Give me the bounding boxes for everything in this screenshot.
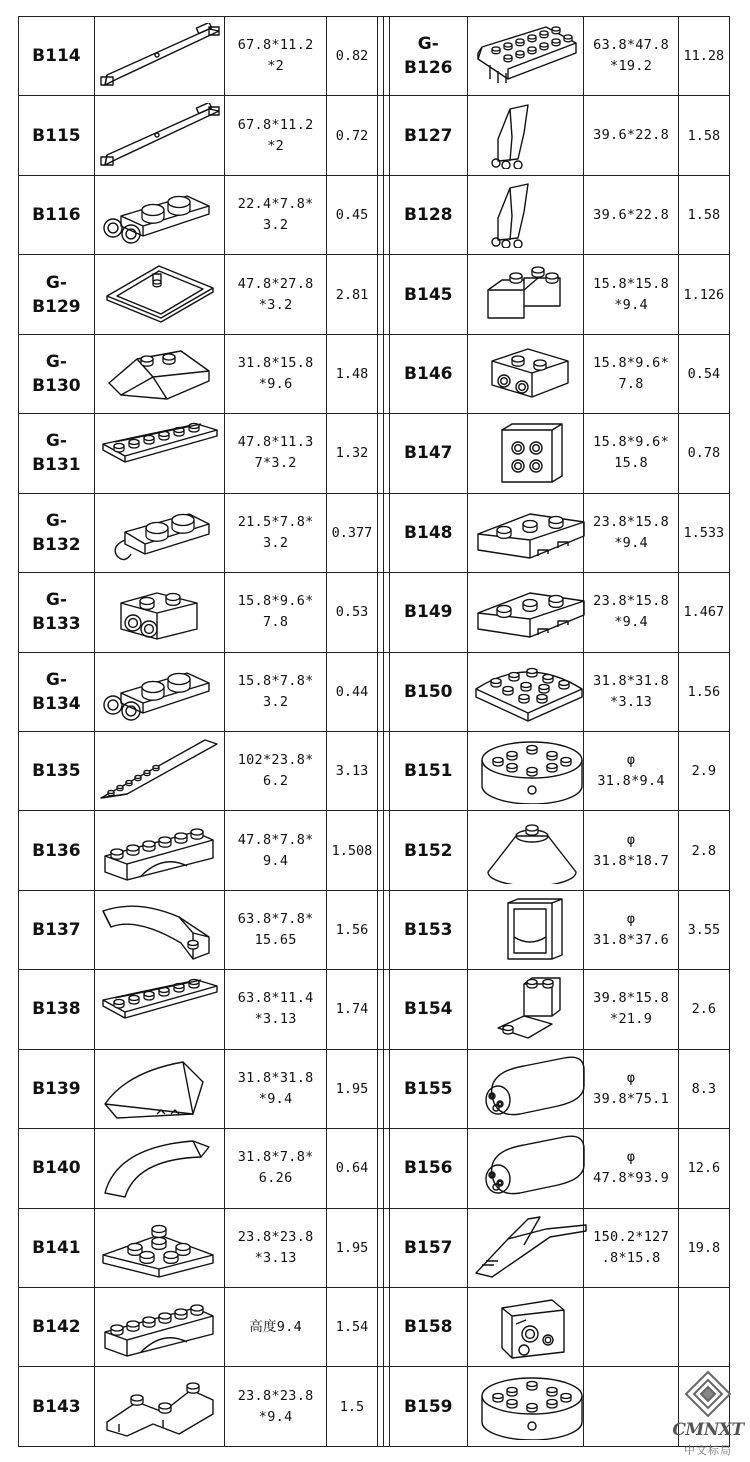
plate-with-clips-icon: [97, 182, 221, 248]
left-part-code: B142: [19, 1288, 95, 1367]
window-panel-icon: [468, 897, 592, 963]
side-stud-brick-icon: [97, 579, 221, 645]
right-part-dimensions: 31.8*31.8 *3.13: [584, 652, 678, 731]
round-brick-icon: [468, 738, 592, 804]
table-row: [19, 1288, 730, 1367]
right-part-image: [467, 1129, 584, 1208]
table-row: [19, 811, 730, 890]
left-part-image: [94, 414, 224, 493]
left-part-image: [94, 96, 224, 175]
right-part-code: B153: [389, 890, 467, 969]
left-part-dimensions: 31.8*15.8 *9.6: [224, 334, 326, 413]
left-part-weight: 0.377: [327, 493, 377, 572]
left-part-weight: 1.74: [327, 970, 377, 1049]
logo-subtext: 中文标局: [684, 1444, 732, 1457]
left-part-weight: 1.508: [327, 811, 377, 890]
cylinder-hull-icon: [468, 1135, 592, 1201]
right-part-code: B151: [389, 731, 467, 810]
cylinder-hull-icon: [468, 1056, 592, 1122]
right-part-dimensions: 23.8*15.8 *9.4: [584, 573, 678, 652]
right-part-weight: 1.126: [678, 255, 729, 334]
right-part-image: [467, 1288, 584, 1367]
right-part-code: B150: [389, 652, 467, 731]
table-row: [19, 414, 730, 493]
left-part-weight: 0.64: [327, 1129, 377, 1208]
left-part-weight: 1.95: [327, 1208, 377, 1287]
tile-with-stud-icon: [97, 262, 221, 328]
right-part-weight: 8.3: [678, 1049, 729, 1128]
plate-with-clips-icon: [97, 659, 221, 725]
right-part-dimensions: φ 31.8*37.6: [584, 890, 678, 969]
left-part-dimensions: 31.8*7.8* 6.26: [224, 1129, 326, 1208]
table-row: [19, 334, 730, 413]
round-brick-icon: [468, 1374, 592, 1440]
left-part-code: B114: [19, 17, 95, 96]
right-part-weight: 1.467: [678, 573, 729, 652]
right-part-dimensions: φ 31.8*18.7: [584, 811, 678, 890]
table-row: [19, 1129, 730, 1208]
zigzag-brick-icon: [97, 1374, 221, 1440]
right-part-dimensions: φ 39.8*75.1: [584, 1049, 678, 1128]
right-part-code: B152: [389, 811, 467, 890]
long-bar-icon: [97, 103, 221, 169]
right-part-dimensions: [584, 1288, 678, 1367]
left-part-dimensions: 47.8*11.3 7*3.2: [224, 414, 326, 493]
table-row: [19, 17, 730, 96]
left-part-code: B137: [19, 890, 95, 969]
right-part-image: [467, 652, 584, 731]
left-part-code: B138: [19, 970, 95, 1049]
cone-icon: [468, 818, 592, 884]
left-part-weight: 0.44: [327, 652, 377, 731]
left-part-weight: 1.95: [327, 1049, 377, 1128]
left-part-dimensions: 67.8*11.2 *2: [224, 17, 326, 96]
left-part-dimensions: 47.8*27.8 *3.2: [224, 255, 326, 334]
right-part-code: B149: [389, 573, 467, 652]
right-part-weight: 2.9: [678, 731, 729, 810]
right-part-dimensions: 23.8*15.8 *9.4: [584, 493, 678, 572]
left-part-dimensions: 23.8*23.8 *3.13: [224, 1208, 326, 1287]
curved-wedge-icon: [97, 1056, 221, 1122]
left-part-code: B136: [19, 811, 95, 890]
right-part-image: [467, 811, 584, 890]
left-part-image: [94, 1208, 224, 1287]
table-row: [19, 1367, 730, 1446]
left-part-dimensions: 67.8*11.2 *2: [224, 96, 326, 175]
right-part-dimensions: 15.8*15.8 *9.4: [584, 255, 678, 334]
wedge-nose-icon: [97, 341, 221, 407]
right-part-dimensions: φ 31.8*9.4: [584, 731, 678, 810]
left-part-code: B143: [19, 1367, 95, 1446]
left-part-code: B115: [19, 96, 95, 175]
corner-brick-icon: [468, 262, 592, 328]
left-part-weight: 1.54: [327, 1288, 377, 1367]
table-row: [19, 255, 730, 334]
left-part-image: [94, 1288, 224, 1367]
right-part-image: [467, 1049, 584, 1128]
corner-wedge-plate-icon: [97, 1215, 221, 1281]
left-part-weight: 0.45: [327, 175, 377, 254]
arch-brick-icon: [97, 1294, 221, 1360]
wedge-brick-icon: [468, 579, 592, 645]
right-part-code: B127: [389, 96, 467, 175]
curved-arch-icon: [97, 897, 221, 963]
bracket-brick-icon: [468, 341, 592, 407]
left-part-code: B116: [19, 175, 95, 254]
left-part-dimensions: 高度9.4: [224, 1288, 326, 1367]
right-part-weight: 11.28: [678, 17, 729, 96]
right-part-code: B148: [389, 493, 467, 572]
left-part-image: [94, 175, 224, 254]
left-part-image: [94, 493, 224, 572]
right-part-weight: 0.54: [678, 334, 729, 413]
long-bar-icon: [97, 23, 221, 89]
curved-slope-6x8-icon: [468, 23, 592, 89]
right-part-weight: 2.8: [678, 811, 729, 890]
left-part-code: G- B134: [19, 652, 95, 731]
right-part-weight: 2.6: [678, 970, 729, 1049]
right-part-weight: 12.6: [678, 1129, 729, 1208]
rail-plate-icon: [97, 976, 221, 1042]
left-part-image: [94, 1367, 224, 1446]
right-part-dimensions: φ 47.8*93.9: [584, 1129, 678, 1208]
right-part-dimensions: 63.8*47.8 *19.2: [584, 17, 678, 96]
left-part-code: G- B133: [19, 573, 95, 652]
right-part-code: G- B126: [389, 17, 467, 96]
right-part-dimensions: 15.8*9.6* 7.8: [584, 334, 678, 413]
left-part-dimensions: 21.5*7.8* 3.2: [224, 493, 326, 572]
left-part-weight: 3.13: [327, 731, 377, 810]
right-part-code: B128: [389, 175, 467, 254]
right-part-weight: 0.78: [678, 414, 729, 493]
left-part-dimensions: 15.8*9.6* 7.8: [224, 573, 326, 652]
right-part-dimensions: 39.6*22.8: [584, 175, 678, 254]
left-part-dimensions: 47.8*7.8* 9.4: [224, 811, 326, 890]
right-part-image: [467, 414, 584, 493]
step-bracket-icon: [468, 976, 592, 1042]
left-part-dimensions: 23.8*23.8 *9.4: [224, 1367, 326, 1446]
right-part-weight: 3.55: [678, 890, 729, 969]
left-part-weight: 1.32: [327, 414, 377, 493]
right-part-code: B156: [389, 1129, 467, 1208]
right-part-image: [467, 334, 584, 413]
right-part-image: [467, 1208, 584, 1287]
arch-brick-icon: [97, 818, 221, 884]
right-part-code: B146: [389, 334, 467, 413]
table-row: [19, 175, 730, 254]
left-part-weight: 2.81: [327, 255, 377, 334]
logo-text: CMNXT: [672, 1420, 744, 1440]
table-row: [19, 1049, 730, 1128]
left-part-image: [94, 890, 224, 969]
table-row: [19, 493, 730, 572]
left-part-image: [94, 1129, 224, 1208]
left-part-image: [94, 652, 224, 731]
left-part-image: [94, 573, 224, 652]
left-part-dimensions: 22.4*7.8* 3.2: [224, 175, 326, 254]
right-part-code: B155: [389, 1049, 467, 1128]
right-part-image: [467, 890, 584, 969]
left-part-dimensions: 15.8*7.8* 3.2: [224, 652, 326, 731]
right-part-code: B147: [389, 414, 467, 493]
left-part-weight: 0.53: [327, 573, 377, 652]
left-part-code: G- B130: [19, 334, 95, 413]
left-part-image: [94, 17, 224, 96]
table-row: [19, 96, 730, 175]
table-row: [19, 890, 730, 969]
table-row: [19, 731, 730, 810]
left-part-dimensions: 31.8*31.8 *9.4: [224, 1049, 326, 1128]
left-part-code: G- B131: [19, 414, 95, 493]
right-part-code: B158: [389, 1288, 467, 1367]
right-part-image: [467, 573, 584, 652]
rail-plate-icon: [97, 420, 221, 486]
wing-fin-icon: [468, 182, 592, 248]
left-part-image: [94, 970, 224, 1049]
quarter-round-plate-icon: [468, 659, 592, 725]
left-part-code: G- B132: [19, 493, 95, 572]
left-part-image: [94, 334, 224, 413]
wing-blade-icon: [97, 738, 221, 804]
right-part-image: [467, 970, 584, 1049]
left-part-code: G- B129: [19, 255, 95, 334]
left-part-dimensions: 63.8*7.8* 15.65: [224, 890, 326, 969]
wedge-brick-icon: [468, 500, 592, 566]
left-part-image: [94, 255, 224, 334]
right-part-code: B157: [389, 1208, 467, 1287]
left-part-image: [94, 811, 224, 890]
right-part-code: B159: [389, 1367, 467, 1446]
gear-box-icon: [468, 1294, 592, 1360]
right-part-dimensions: 39.8*15.8 *21.9: [584, 970, 678, 1049]
left-part-weight: 0.82: [327, 17, 377, 96]
right-part-weight: 1.58: [678, 96, 729, 175]
left-part-code: B139: [19, 1049, 95, 1128]
right-part-image: [467, 96, 584, 175]
right-part-dimensions: [584, 1367, 678, 1446]
left-part-weight: 1.5: [327, 1367, 377, 1446]
left-part-code: B135: [19, 731, 95, 810]
table-row: [19, 970, 730, 1049]
left-part-dimensions: 102*23.8* 6.2: [224, 731, 326, 810]
parts-table: [18, 16, 730, 1447]
right-part-code: B145: [389, 255, 467, 334]
right-part-image: [467, 1367, 584, 1446]
table-row: [19, 573, 730, 652]
bracket-studs-icon: [468, 420, 592, 486]
diamond-logo-icon: [668, 1368, 748, 1424]
right-part-weight: 1.58: [678, 175, 729, 254]
table-row: [19, 652, 730, 731]
right-part-image: [467, 255, 584, 334]
right-part-image: [467, 731, 584, 810]
left-part-weight: 1.56: [327, 890, 377, 969]
left-part-weight: 0.72: [327, 96, 377, 175]
wing-fin-icon: [468, 103, 592, 169]
right-part-image: [467, 493, 584, 572]
left-part-image: [94, 1049, 224, 1128]
table-row: [19, 1208, 730, 1287]
left-part-code: B141: [19, 1208, 95, 1287]
right-part-code: B154: [389, 970, 467, 1049]
right-part-weight: 1.56: [678, 652, 729, 731]
right-part-dimensions: 39.6*22.8: [584, 96, 678, 175]
left-part-weight: 1.48: [327, 334, 377, 413]
y-frame-icon: [468, 1215, 592, 1281]
plate-with-clip-icon: [97, 500, 221, 566]
watermark-logo: [668, 1368, 748, 1462]
left-part-dimensions: 63.8*11.4 *3.13: [224, 970, 326, 1049]
right-part-weight: 19.8: [678, 1208, 729, 1287]
right-part-weight: [678, 1288, 729, 1367]
left-part-code: B140: [19, 1129, 95, 1208]
right-part-weight: 1.533: [678, 493, 729, 572]
left-part-image: [94, 731, 224, 810]
right-part-dimensions: 15.8*9.6* 15.8: [584, 414, 678, 493]
curved-slope-icon: [97, 1135, 221, 1201]
right-part-dimensions: 150.2*127 .8*15.8: [584, 1208, 678, 1287]
right-part-image: [467, 17, 584, 96]
right-part-image: [467, 175, 584, 254]
parts-table-body: [19, 17, 730, 1447]
